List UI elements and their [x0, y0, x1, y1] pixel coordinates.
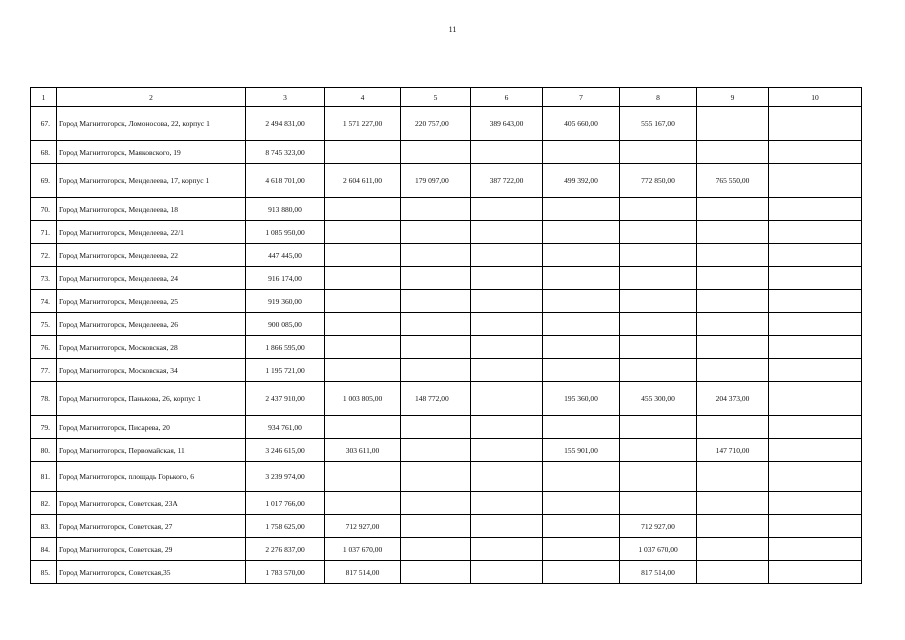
row-number-cell: 75.: [31, 313, 57, 336]
table-row: [31, 515, 862, 538]
row-number-cell: 78.: [31, 382, 57, 416]
amount-cell: 455 300,00: [620, 382, 697, 416]
amount-cell: 447 445,00: [246, 244, 325, 267]
row-number-cell: 71.: [31, 221, 57, 244]
amount-cell: [543, 290, 620, 313]
amount-cell: [620, 439, 697, 462]
amount-cell: 3 246 615,00: [246, 439, 325, 462]
row-number-cell: 77.: [31, 359, 57, 382]
amount-cell: 900 085,00: [246, 313, 325, 336]
amount-cell: [769, 313, 862, 336]
amount-cell: 916 174,00: [246, 267, 325, 290]
amount-cell: 1 003 805,00: [325, 382, 401, 416]
amount-cell: 303 611,00: [325, 439, 401, 462]
row-number-cell: 83.: [31, 515, 57, 538]
amount-cell: [401, 141, 471, 164]
address-cell: Город Магнитогорск, Менделеева, 25: [57, 290, 246, 313]
amount-cell: [325, 336, 401, 359]
amount-cell: 499 392,00: [543, 164, 620, 198]
table-row: [31, 290, 862, 313]
amount-cell: [769, 290, 862, 313]
amount-cell: [620, 221, 697, 244]
address-cell: Город Магнитогорск, Панькова, 26, корпус 1: [57, 382, 246, 416]
amount-cell: [543, 244, 620, 267]
amount-cell: [697, 313, 769, 336]
column-header: 5: [401, 88, 471, 107]
amount-cell: [620, 290, 697, 313]
amount-cell: [620, 267, 697, 290]
amount-cell: 817 514,00: [325, 561, 401, 584]
amount-cell: [769, 164, 862, 198]
data-table: [30, 87, 862, 584]
amount-cell: [401, 462, 471, 492]
amount-cell: 1 037 670,00: [620, 538, 697, 561]
table-row: [31, 462, 862, 492]
amount-cell: 147 710,00: [697, 439, 769, 462]
amount-cell: 772 850,00: [620, 164, 697, 198]
amount-cell: [401, 561, 471, 584]
amount-cell: [769, 107, 862, 141]
address-cell: Город Магнитогорск, Менделеева, 26: [57, 313, 246, 336]
column-header: 10: [769, 88, 862, 107]
row-number-cell: 76.: [31, 336, 57, 359]
amount-cell: [471, 221, 543, 244]
amount-cell: [543, 538, 620, 561]
address-cell: Город Магнитогорск, Советская, 29: [57, 538, 246, 561]
amount-cell: [471, 538, 543, 561]
amount-cell: [401, 515, 471, 538]
amount-cell: [543, 416, 620, 439]
amount-cell: [697, 141, 769, 164]
amount-cell: [325, 359, 401, 382]
table-row: [31, 198, 862, 221]
amount-cell: 155 901,00: [543, 439, 620, 462]
amount-cell: 2 276 837,00: [246, 538, 325, 561]
amount-cell: 3 239 974,00: [246, 462, 325, 492]
amount-cell: 1 195 721,00: [246, 359, 325, 382]
amount-cell: 179 097,00: [401, 164, 471, 198]
row-number-cell: 70.: [31, 198, 57, 221]
table-row: [31, 359, 862, 382]
table-row: [31, 164, 862, 198]
table-row: [31, 221, 862, 244]
column-header: 8: [620, 88, 697, 107]
amount-cell: 712 927,00: [325, 515, 401, 538]
amount-cell: [697, 336, 769, 359]
table-row: [31, 244, 862, 267]
amount-cell: [620, 244, 697, 267]
amount-cell: [697, 107, 769, 141]
amount-cell: [543, 561, 620, 584]
amount-cell: [471, 290, 543, 313]
amount-cell: 220 757,00: [401, 107, 471, 141]
amount-cell: [471, 439, 543, 462]
amount-cell: [471, 492, 543, 515]
amount-cell: [471, 561, 543, 584]
amount-cell: 555 167,00: [620, 107, 697, 141]
amount-cell: 1 037 670,00: [325, 538, 401, 561]
amount-cell: [325, 141, 401, 164]
amount-cell: [401, 538, 471, 561]
amount-cell: [401, 244, 471, 267]
address-cell: Город Магнитогорск, Писарева, 20: [57, 416, 246, 439]
amount-cell: [401, 439, 471, 462]
address-cell: Город Магнитогорск, Менделеева, 24: [57, 267, 246, 290]
amount-cell: [697, 290, 769, 313]
amount-cell: 1 571 227,00: [325, 107, 401, 141]
amount-cell: [697, 359, 769, 382]
page-number: 11: [448, 25, 457, 34]
table-row: [31, 313, 862, 336]
amount-cell: [543, 267, 620, 290]
address-cell: Город Магнитогорск, Менделеева, 22/1: [57, 221, 246, 244]
amount-cell: [769, 198, 862, 221]
address-cell: Город Магнитогорск, Менделеева, 18: [57, 198, 246, 221]
row-number-cell: 82.: [31, 492, 57, 515]
amount-cell: 387 722,00: [471, 164, 543, 198]
amount-cell: 1 783 570,00: [246, 561, 325, 584]
amount-cell: [401, 221, 471, 244]
address-cell: Город Магнитогорск, Менделеева, 22: [57, 244, 246, 267]
amount-cell: [769, 492, 862, 515]
amount-cell: [769, 221, 862, 244]
amount-cell: [401, 313, 471, 336]
amount-cell: 8 745 323,00: [246, 141, 325, 164]
address-cell: Город Магнитогорск, Первомайская, 11: [57, 439, 246, 462]
amount-cell: [325, 267, 401, 290]
amount-cell: [543, 462, 620, 492]
amount-cell: 204 373,00: [697, 382, 769, 416]
address-cell: Город Магнитогорск, Московская, 34: [57, 359, 246, 382]
amount-cell: [401, 336, 471, 359]
address-cell: Город Магнитогорск, Ломоносова, 22, корпус 1: [57, 107, 246, 141]
amount-cell: [471, 382, 543, 416]
amount-cell: [697, 515, 769, 538]
amount-cell: 1 085 950,00: [246, 221, 325, 244]
amount-cell: [620, 198, 697, 221]
row-number-cell: 81.: [31, 462, 57, 492]
column-header: 4: [325, 88, 401, 107]
amount-cell: [769, 462, 862, 492]
amount-cell: [769, 439, 862, 462]
table-row: [31, 141, 862, 164]
amount-cell: [697, 462, 769, 492]
amount-cell: [769, 538, 862, 561]
table-row: [31, 382, 862, 416]
amount-cell: 405 660,00: [543, 107, 620, 141]
amount-cell: 712 927,00: [620, 515, 697, 538]
amount-cell: [325, 313, 401, 336]
table-row: [31, 107, 862, 141]
amount-cell: [620, 313, 697, 336]
amount-cell: [769, 382, 862, 416]
amount-cell: [543, 221, 620, 244]
row-number-cell: 73.: [31, 267, 57, 290]
amount-cell: 389 643,00: [471, 107, 543, 141]
amount-cell: [543, 492, 620, 515]
row-number-cell: 80.: [31, 439, 57, 462]
amount-cell: [620, 492, 697, 515]
amount-cell: [471, 267, 543, 290]
column-header: 3: [246, 88, 325, 107]
row-number-cell: 67.: [31, 107, 57, 141]
address-cell: Город Магнитогорск, площадь Горького, 6: [57, 462, 246, 492]
amount-cell: [543, 359, 620, 382]
amount-cell: [401, 416, 471, 439]
row-number-cell: 72.: [31, 244, 57, 267]
amount-cell: [620, 462, 697, 492]
amount-cell: [401, 492, 471, 515]
amount-cell: 2 604 611,00: [325, 164, 401, 198]
row-number-cell: 74.: [31, 290, 57, 313]
amount-cell: [471, 141, 543, 164]
address-cell: Город Магнитогорск, Маяковского, 19: [57, 141, 246, 164]
amount-cell: [325, 290, 401, 313]
amount-cell: [325, 416, 401, 439]
amount-cell: [471, 462, 543, 492]
amount-cell: [471, 359, 543, 382]
table-row: [31, 492, 862, 515]
amount-cell: 765 550,00: [697, 164, 769, 198]
amount-cell: [769, 561, 862, 584]
amount-cell: [543, 313, 620, 336]
amount-cell: [471, 198, 543, 221]
amount-cell: 1 758 625,00: [246, 515, 325, 538]
amount-cell: [401, 198, 471, 221]
amount-cell: [769, 141, 862, 164]
column-header: 1: [31, 88, 57, 107]
amount-cell: [401, 267, 471, 290]
amount-cell: [471, 416, 543, 439]
table-row: [31, 561, 862, 584]
column-header: 7: [543, 88, 620, 107]
row-number-cell: 84.: [31, 538, 57, 561]
row-number-cell: 69.: [31, 164, 57, 198]
amount-cell: 817 514,00: [620, 561, 697, 584]
amount-cell: [697, 198, 769, 221]
amount-cell: [325, 492, 401, 515]
amount-cell: 2 437 910,00: [246, 382, 325, 416]
row-number-cell: 79.: [31, 416, 57, 439]
amount-cell: [769, 359, 862, 382]
amount-cell: [620, 359, 697, 382]
amount-cell: [471, 244, 543, 267]
amount-cell: 1 866 595,00: [246, 336, 325, 359]
column-header: 6: [471, 88, 543, 107]
amount-cell: [697, 267, 769, 290]
amount-cell: 2 494 831,00: [246, 107, 325, 141]
address-cell: Город Магнитогорск, Советская,35: [57, 561, 246, 584]
amount-cell: 913 880,00: [246, 198, 325, 221]
address-cell: Город Магнитогорск, Советская, 27: [57, 515, 246, 538]
amount-cell: [401, 359, 471, 382]
amount-cell: [697, 492, 769, 515]
amount-cell: [697, 561, 769, 584]
table-row: [31, 439, 862, 462]
amount-cell: [697, 416, 769, 439]
amount-cell: [543, 515, 620, 538]
amount-cell: [697, 221, 769, 244]
amount-cell: [325, 221, 401, 244]
amount-cell: [401, 290, 471, 313]
header-row: [31, 88, 862, 107]
amount-cell: [697, 244, 769, 267]
amount-cell: [325, 198, 401, 221]
amount-cell: [620, 336, 697, 359]
amount-cell: [471, 336, 543, 359]
column-header: 9: [697, 88, 769, 107]
row-number-cell: 85.: [31, 561, 57, 584]
amount-cell: 934 761,00: [246, 416, 325, 439]
amount-cell: [543, 141, 620, 164]
table-row: [31, 416, 862, 439]
amount-cell: [620, 141, 697, 164]
amount-cell: [325, 462, 401, 492]
amount-cell: [769, 244, 862, 267]
table-row: [31, 267, 862, 290]
amount-cell: [543, 198, 620, 221]
address-cell: Город Магнитогорск, Менделеева, 17, корпус 1: [57, 164, 246, 198]
amount-cell: [769, 336, 862, 359]
amount-cell: [543, 336, 620, 359]
amount-cell: [769, 416, 862, 439]
amount-cell: 195 360,00: [543, 382, 620, 416]
amount-cell: 148 772,00: [401, 382, 471, 416]
amount-cell: 919 360,00: [246, 290, 325, 313]
address-cell: Город Магнитогорск, Московская, 28: [57, 336, 246, 359]
amount-cell: 1 017 766,00: [246, 492, 325, 515]
amount-cell: [325, 244, 401, 267]
row-number-cell: 68.: [31, 141, 57, 164]
amount-cell: [471, 313, 543, 336]
address-cell: Город Магнитогорск, Советская, 23А: [57, 492, 246, 515]
table-row: [31, 538, 862, 561]
column-header: 2: [57, 88, 246, 107]
amount-cell: 4 618 701,00: [246, 164, 325, 198]
amount-cell: [769, 515, 862, 538]
amount-cell: [769, 267, 862, 290]
table-row: [31, 336, 862, 359]
amount-cell: [620, 416, 697, 439]
amount-cell: [471, 515, 543, 538]
amount-cell: [697, 538, 769, 561]
